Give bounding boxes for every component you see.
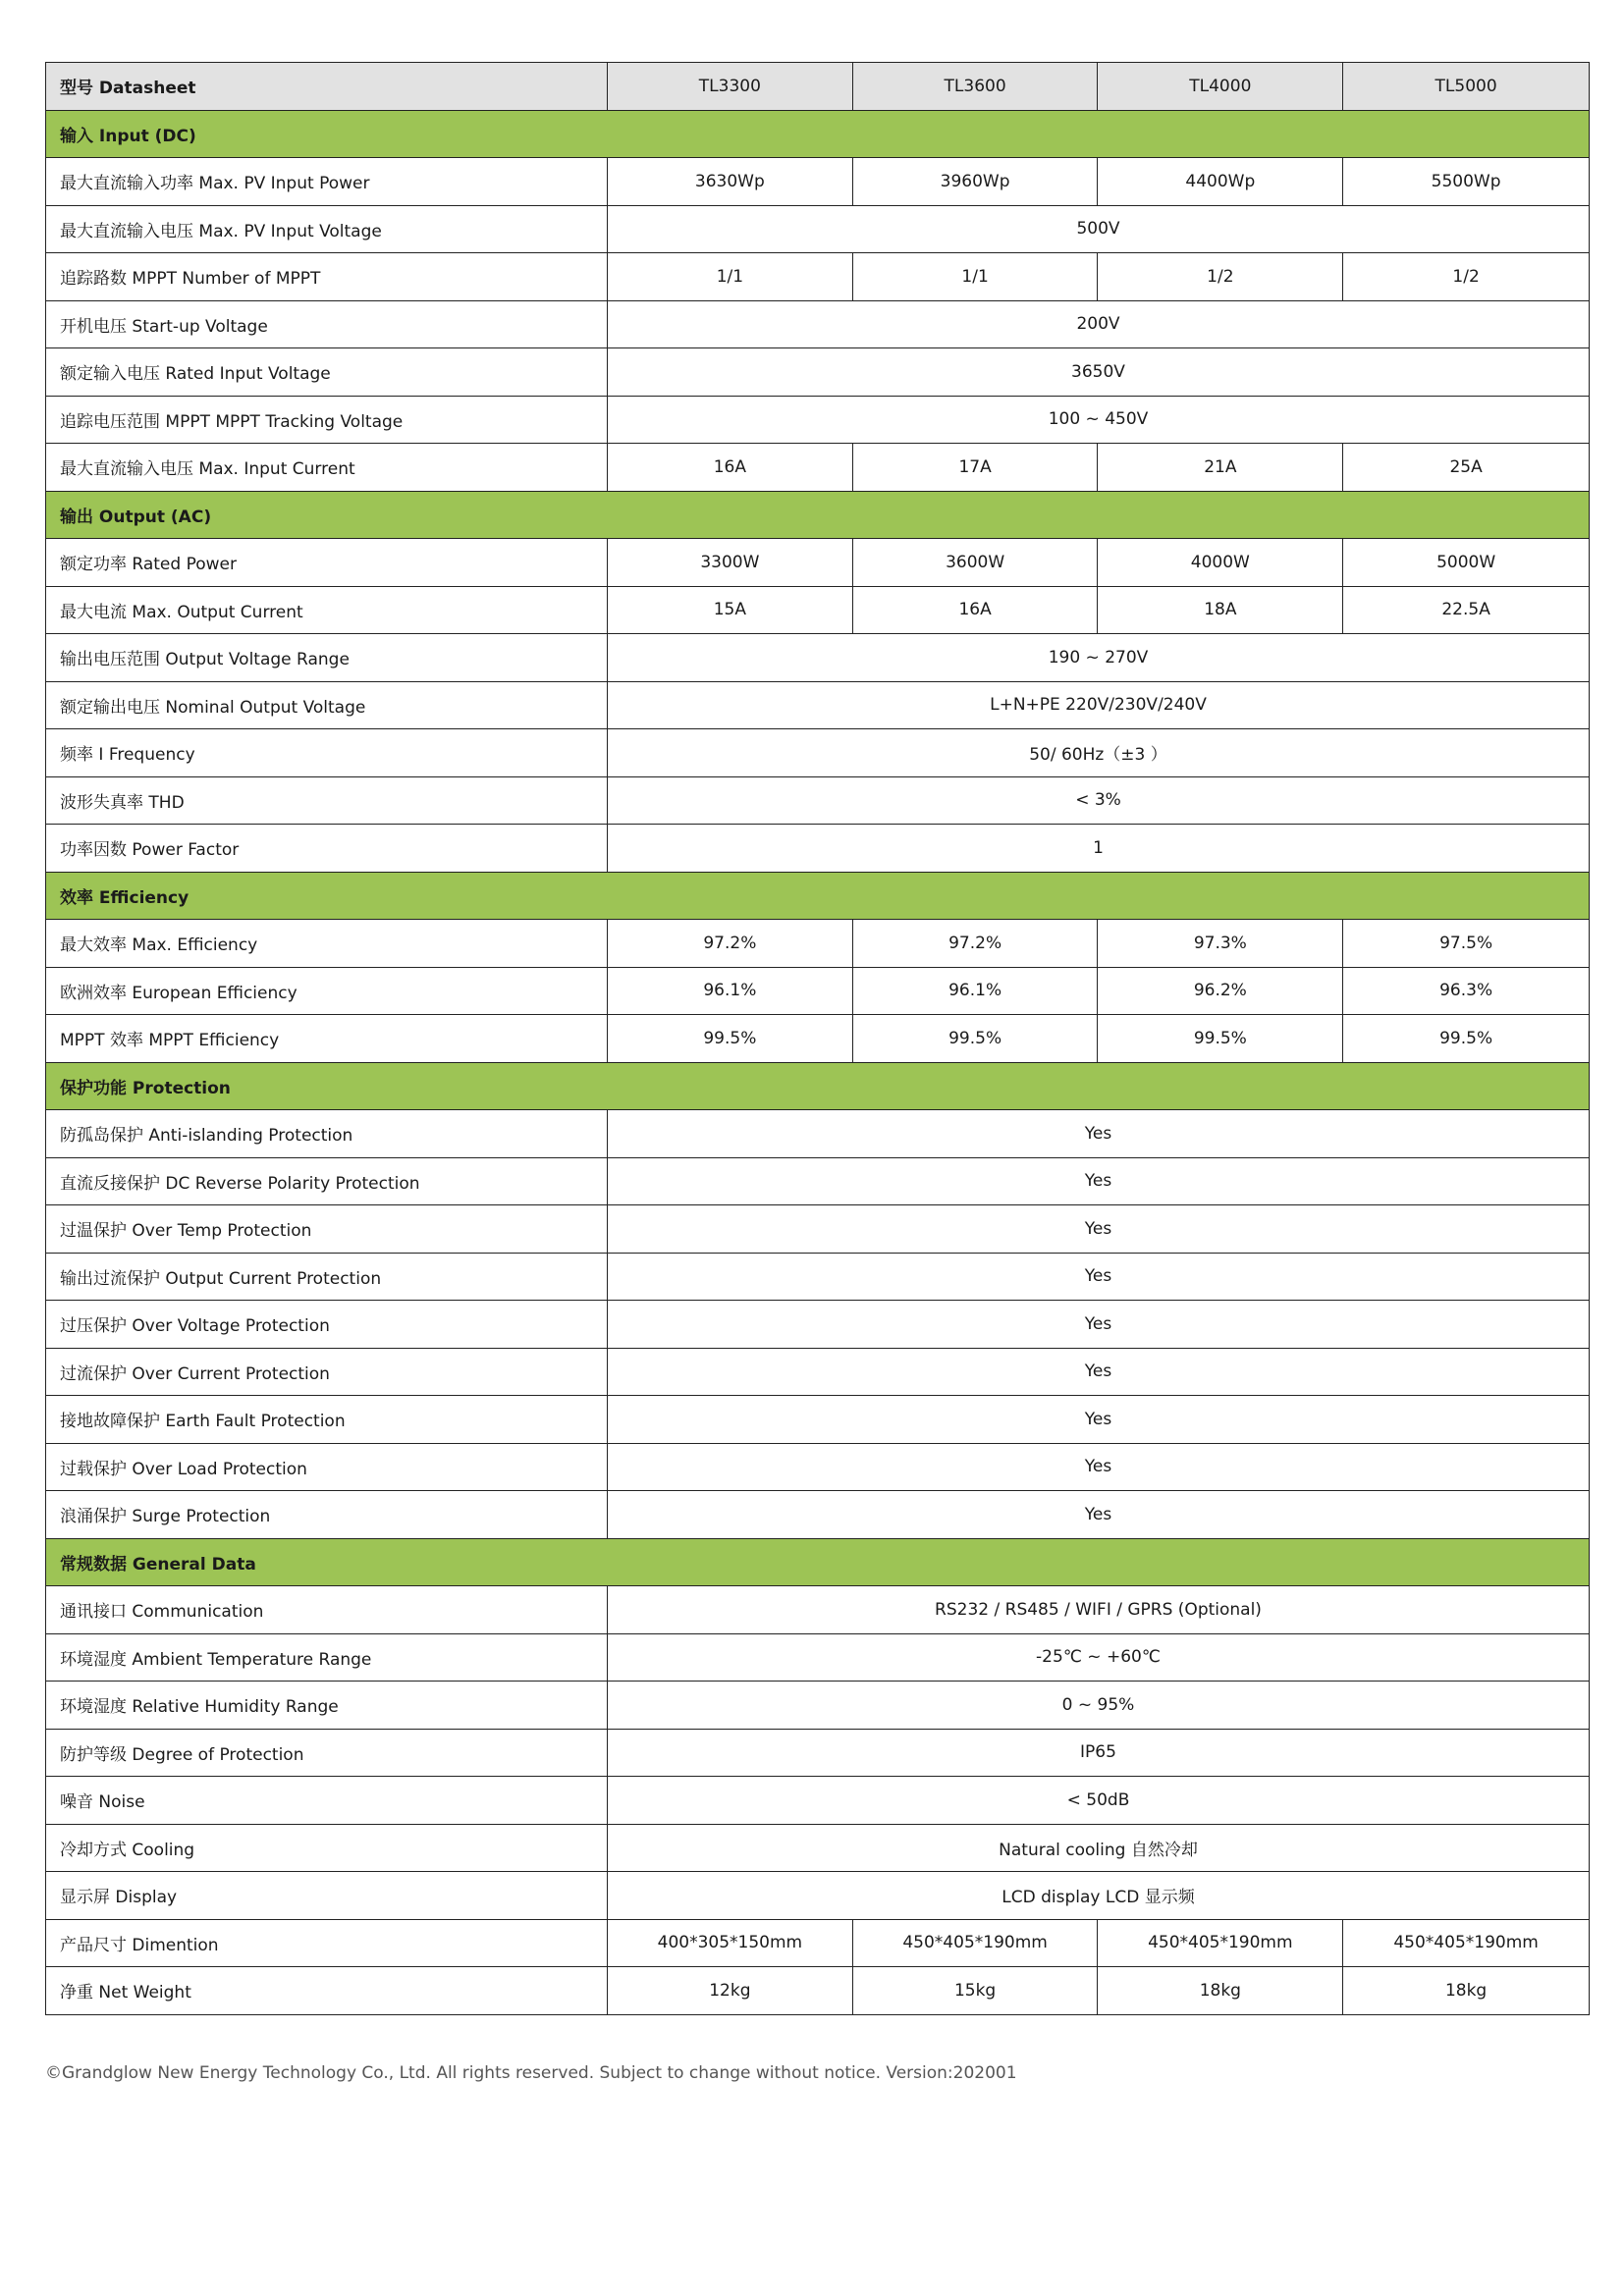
model-header: TL5000	[1343, 63, 1590, 111]
row-label: 噪音 Noise	[46, 1777, 608, 1825]
row-label: 净重 Net Weight	[46, 1967, 608, 2015]
table-row	[46, 253, 1590, 301]
row-value: Yes	[608, 1205, 1590, 1254]
row-value: 1	[608, 825, 1590, 873]
table-row	[46, 1777, 1590, 1825]
copyright-footer: ©Grandglow New Energy Technology Co., Ltd. All rights reserved. Subject to change without notice. Version:202001	[45, 2063, 1017, 2083]
table-row	[46, 1633, 1590, 1682]
table-row	[46, 1443, 1590, 1491]
row-label: 输出过流保护 Output Current Protection	[46, 1253, 608, 1301]
table-row	[46, 1682, 1590, 1730]
row-value: 3630Wp	[608, 158, 853, 206]
row-label: 波形失真率 THD	[46, 776, 608, 825]
row-value: 5000W	[1343, 539, 1590, 587]
table-row	[46, 1396, 1590, 1444]
row-label: 直流反接保护 DC Reverse Polarity Protection	[46, 1157, 608, 1205]
table-row	[46, 1872, 1590, 1920]
table-row	[46, 300, 1590, 348]
row-value: 1/1	[608, 253, 853, 301]
table-row	[46, 348, 1590, 397]
row-value: 3650V	[608, 348, 1590, 397]
row-value: 190 ~ 270V	[608, 634, 1590, 682]
row-label: 额定输出电压 Nominal Output Voltage	[46, 681, 608, 729]
row-value: Yes	[608, 1301, 1590, 1349]
row-label: 过流保护 Over Current Protection	[46, 1348, 608, 1396]
row-label: 最大直流输入电压 Max. PV Input Voltage	[46, 205, 608, 253]
row-value: Yes	[608, 1157, 1590, 1205]
datasheet-table	[45, 62, 1590, 2015]
row-label: 环境湿度 Ambient Temperature Range	[46, 1633, 608, 1682]
row-value: 100 ~ 450V	[608, 396, 1590, 444]
row-value: Yes	[608, 1443, 1590, 1491]
table-row	[46, 825, 1590, 873]
table-row	[46, 1015, 1590, 1063]
row-value: Yes	[608, 1348, 1590, 1396]
row-label: 最大直流输入功率 Max. PV Input Power	[46, 158, 608, 206]
row-value: 97.2%	[608, 920, 853, 968]
table-row	[46, 1919, 1590, 1967]
table-row	[46, 1205, 1590, 1254]
row-value: 15A	[608, 586, 853, 634]
table-row	[46, 634, 1590, 682]
table-row	[46, 1253, 1590, 1301]
table-row	[46, 1729, 1590, 1777]
row-value: 18A	[1098, 586, 1343, 634]
row-value: L+N+PE 220V/230V/240V	[608, 681, 1590, 729]
row-label: 频率 I Frequency	[46, 729, 608, 777]
section-header-row	[46, 491, 1590, 539]
table-row	[46, 158, 1590, 206]
row-value: 4400Wp	[1098, 158, 1343, 206]
row-value: 450*405*190mm	[1343, 1919, 1590, 1967]
table-row	[46, 729, 1590, 777]
row-value: 25A	[1343, 444, 1590, 492]
row-value: 3600W	[852, 539, 1098, 587]
row-label: 显示屏 Display	[46, 1872, 608, 1920]
row-label: 追踪路数 MPPT Number of MPPT	[46, 253, 608, 301]
row-value: 97.3%	[1098, 920, 1343, 968]
table-row	[46, 396, 1590, 444]
row-value: 1/1	[852, 253, 1098, 301]
row-value: 18kg	[1343, 1967, 1590, 2015]
table-row	[46, 1824, 1590, 1872]
row-value: 16A	[608, 444, 853, 492]
row-label: 防护等级 Degree of Protection	[46, 1729, 608, 1777]
row-value: 0 ~ 95%	[608, 1682, 1590, 1730]
row-value: 99.5%	[852, 1015, 1098, 1063]
row-label: 开机电压 Start-up Voltage	[46, 300, 608, 348]
table-row	[46, 1157, 1590, 1205]
row-value: 97.5%	[1343, 920, 1590, 968]
model-header: TL3300	[608, 63, 853, 111]
model-header: TL4000	[1098, 63, 1343, 111]
table-row	[46, 1348, 1590, 1396]
row-label: 防孤岛保护 Anti-islanding Protection	[46, 1110, 608, 1158]
row-value: 96.1%	[852, 967, 1098, 1015]
row-value: Yes	[608, 1491, 1590, 1539]
table-row	[46, 1301, 1590, 1349]
row-value: < 50dB	[608, 1777, 1590, 1825]
row-label: 输出电压范围 Output Voltage Range	[46, 634, 608, 682]
row-value: 99.5%	[1098, 1015, 1343, 1063]
row-label: 过压保护 Over Voltage Protection	[46, 1301, 608, 1349]
row-value: -25℃ ~ +60℃	[608, 1633, 1590, 1682]
row-value: 200V	[608, 300, 1590, 348]
section-header-row	[46, 1538, 1590, 1586]
section-header-row	[46, 110, 1590, 158]
row-value: Yes	[608, 1396, 1590, 1444]
row-value: 5500Wp	[1343, 158, 1590, 206]
table-row	[46, 776, 1590, 825]
row-value: 16A	[852, 586, 1098, 634]
row-value: 96.1%	[608, 967, 853, 1015]
row-value: LCD display LCD 显示频	[608, 1872, 1590, 1920]
row-label: 额定功率 Rated Power	[46, 539, 608, 587]
table-row	[46, 1110, 1590, 1158]
row-value: < 3%	[608, 776, 1590, 825]
row-value: 50/ 60Hz（±3 ）	[608, 729, 1590, 777]
row-label: 通讯接口 Communication	[46, 1586, 608, 1634]
section-title: 常规数据 General Data	[46, 1538, 1590, 1586]
table-row	[46, 967, 1590, 1015]
table-row	[46, 681, 1590, 729]
section-header-row	[46, 872, 1590, 920]
row-value: 22.5A	[1343, 586, 1590, 634]
row-value: Yes	[608, 1253, 1590, 1301]
header-label: 型号 Datasheet	[46, 63, 608, 111]
row-label: 额定输入电压 Rated Input Voltage	[46, 348, 608, 397]
header-row	[46, 63, 1590, 111]
model-header: TL3600	[852, 63, 1098, 111]
row-value: 97.2%	[852, 920, 1098, 968]
row-value: 1/2	[1343, 253, 1590, 301]
table-row	[46, 205, 1590, 253]
row-label: 过载保护 Over Load Protection	[46, 1443, 608, 1491]
table-row	[46, 539, 1590, 587]
row-label: 最大直流输入电压 Max. Input Current	[46, 444, 608, 492]
row-value: 15kg	[852, 1967, 1098, 2015]
row-value: IP65	[608, 1729, 1590, 1777]
table-row	[46, 444, 1590, 492]
table-row	[46, 1491, 1590, 1539]
row-label: 产品尺寸 Dimention	[46, 1919, 608, 1967]
row-value: 18kg	[1098, 1967, 1343, 2015]
row-label: 接地故障保护 Earth Fault Protection	[46, 1396, 608, 1444]
row-label: 最大电流 Max. Output Current	[46, 586, 608, 634]
table-row	[46, 1586, 1590, 1634]
row-label: 欧洲效率 European Efficiency	[46, 967, 608, 1015]
section-title: 保护功能 Protection	[46, 1062, 1590, 1110]
row-label: 过温保护 Over Temp Protection	[46, 1205, 608, 1254]
row-value: 96.2%	[1098, 967, 1343, 1015]
row-label: 追踪电压范围 MPPT MPPT Tracking Voltage	[46, 396, 608, 444]
section-header-row	[46, 1062, 1590, 1110]
table-row	[46, 1967, 1590, 2015]
row-value: RS232 / RS485 / WIFI / GPRS (Optional)	[608, 1586, 1590, 1634]
datasheet-body	[46, 110, 1590, 2014]
row-value: 450*405*190mm	[852, 1919, 1098, 1967]
row-value: 17A	[852, 444, 1098, 492]
row-value: 4000W	[1098, 539, 1343, 587]
row-label: 环境湿度 Relative Humidity Range	[46, 1682, 608, 1730]
row-label: 浪涌保护 Surge Protection	[46, 1491, 608, 1539]
row-value: Natural cooling 自然冷却	[608, 1824, 1590, 1872]
row-value: 96.3%	[1343, 967, 1590, 1015]
table-row	[46, 920, 1590, 968]
row-value: 99.5%	[1343, 1015, 1590, 1063]
table-row	[46, 586, 1590, 634]
section-title: 效率 Efficiency	[46, 872, 1590, 920]
row-value: Yes	[608, 1110, 1590, 1158]
row-value: 99.5%	[608, 1015, 853, 1063]
row-value: 1/2	[1098, 253, 1343, 301]
row-value: 400*305*150mm	[608, 1919, 853, 1967]
section-title: 输出 Output (AC)	[46, 491, 1590, 539]
row-label: 冷却方式 Cooling	[46, 1824, 608, 1872]
row-value: 3300W	[608, 539, 853, 587]
row-value: 21A	[1098, 444, 1343, 492]
row-label: 功率因数 Power Factor	[46, 825, 608, 873]
row-value: 12kg	[608, 1967, 853, 2015]
row-value: 3960Wp	[852, 158, 1098, 206]
row-label: MPPT 效率 MPPT Efficiency	[46, 1015, 608, 1063]
row-value: 450*405*190mm	[1098, 1919, 1343, 1967]
row-label: 最大效率 Max. Efficiency	[46, 920, 608, 968]
row-value: 500V	[608, 205, 1590, 253]
section-title: 输入 Input (DC)	[46, 110, 1590, 158]
